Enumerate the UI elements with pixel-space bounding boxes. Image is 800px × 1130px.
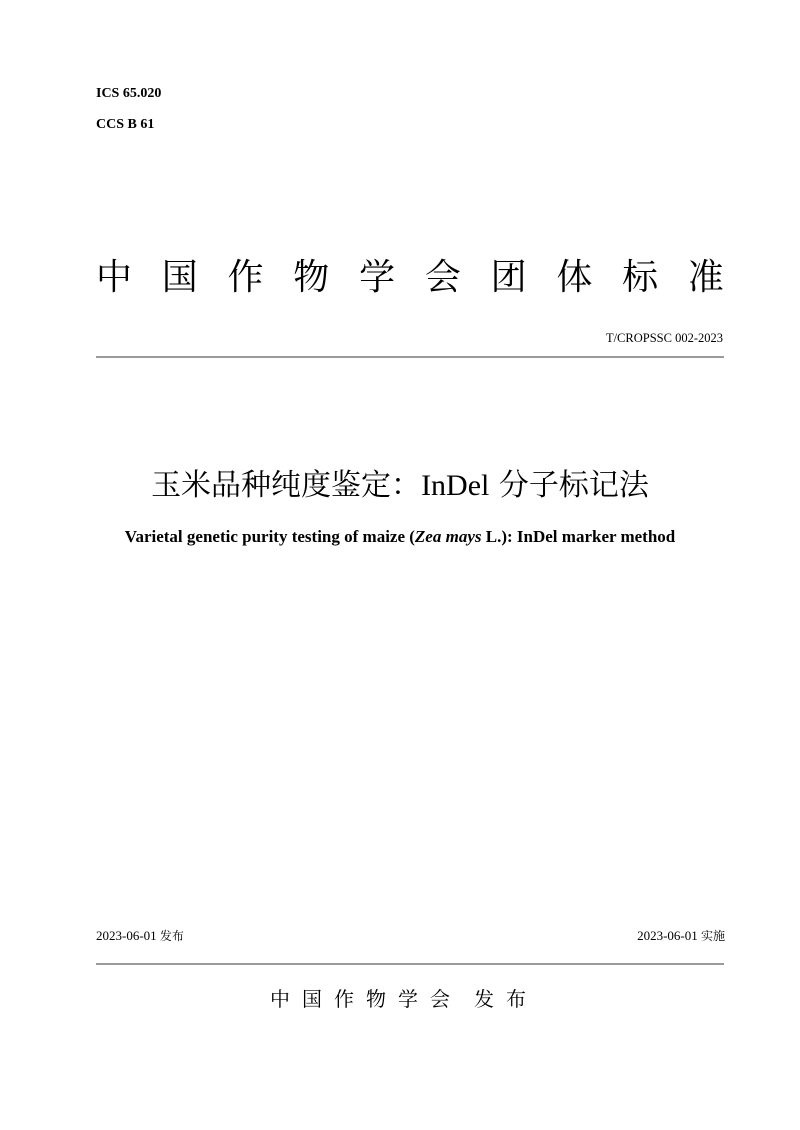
ics-code: ICS 65.020 — [96, 86, 162, 101]
standard-type-char: 体 — [556, 257, 593, 298]
english-title-after: L.): InDel marker method — [481, 527, 676, 546]
standard-type-char: 中 — [96, 257, 133, 298]
standard-number: T/CROPSSC 002-2023 — [605, 331, 723, 345]
standard-type-title — [96, 252, 724, 304]
chinese-title-latin: InDel — [421, 469, 490, 502]
footer-divider — [96, 963, 724, 965]
header-divider — [96, 356, 724, 358]
standard-type-char: 物 — [293, 257, 330, 298]
english-title-species: Zea mays — [414, 527, 482, 546]
standard-type-char: 准 — [687, 257, 724, 298]
standard-type-char: 作 — [227, 257, 264, 298]
chinese-title-part1: 玉米品种纯度鉴定： — [151, 468, 422, 503]
publisher-name: 中国作物学会 — [270, 987, 462, 1011]
standard-type-char: 标 — [622, 257, 659, 298]
english-title — [0, 526, 800, 548]
chinese-title — [0, 464, 800, 508]
publish-date — [96, 928, 184, 944]
ccs-code: CCS B 61 — [96, 117, 155, 132]
publish-date-label: 发布 — [159, 929, 184, 943]
publish-date-value: 2023-06-01 — [96, 928, 157, 943]
standard-type-char: 学 — [359, 257, 396, 298]
chinese-title-part2: 分子标记法 — [489, 468, 649, 503]
implement-date-label: 实施 — [700, 929, 725, 943]
standard-type-char: 国 — [161, 257, 198, 298]
standard-type-char: 会 — [424, 257, 461, 298]
implement-date-value: 2023-06-01 — [637, 928, 698, 943]
publisher-line — [270, 985, 538, 1013]
publisher-action: 发布 — [474, 987, 538, 1011]
standard-type-char: 团 — [490, 257, 527, 298]
implement-date — [637, 928, 725, 944]
english-title-before: Varietal genetic purity testing of maize ( — [124, 527, 415, 546]
